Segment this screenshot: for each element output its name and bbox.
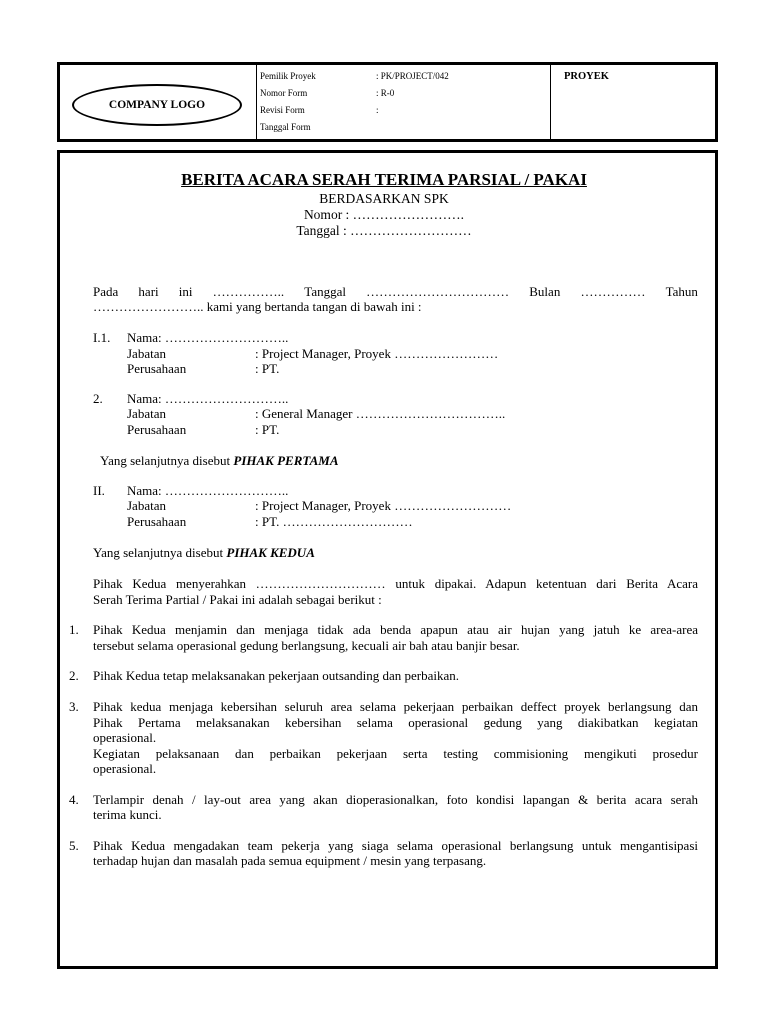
party-2-number: 2. — [93, 391, 103, 406]
item-1-number: 1. — [69, 622, 79, 637]
handover-line-2: Serah Terima Partial / Pakai ini adalah sebagai berikut : — [93, 592, 382, 607]
item-3-line-5: operasional. — [93, 761, 157, 776]
party-3-position: Jabatan : Project Manager, Proyek ……………………… — [127, 498, 512, 513]
item-2-number: 2. — [69, 668, 79, 683]
party-2-name: Nama: ……………………….. — [127, 391, 289, 406]
party-2-company: Perusahaan : PT. — [127, 422, 280, 437]
meta-row-form-number: Nomor Form : R-0 — [260, 88, 395, 98]
item-1-line-1: Pihak Kedua menjamin dan menjaga tidak ada benda apapun atau air hujan yang jatuh ke area-area — [93, 622, 698, 637]
party-2-position: Jabatan : General Manager …………………………….. — [127, 406, 506, 421]
item-5-line-2: terhadap hujan dan masalah pada semua equipment / mesin yang terpasang. — [93, 853, 487, 868]
party-1-position: Jabatan : Project Manager, Proyek …………………… — [127, 346, 499, 361]
document-title: BERITA ACARA SERAH TERIMA PARSIAL / PAKAI — [181, 170, 587, 189]
meta-row-revision: Revisi Form : — [260, 105, 379, 115]
project-label: PROYEK — [564, 71, 609, 82]
intro-line-2: …………………….. kami yang bertanda tangan di bawah ini : — [93, 299, 422, 314]
party-1-company: Perusahaan : PT. — [127, 361, 280, 376]
item-4-line-2: terima kunci. — [93, 807, 162, 822]
item-3-number: 3. — [69, 699, 79, 714]
company-logo: COMPANY LOGO — [72, 84, 242, 126]
form-meta — [257, 65, 551, 139]
document-number: Nomor : ……………………. — [303, 207, 465, 222]
meta-row-owner: Pemilik Proyek : PK/PROJECT/042 — [260, 71, 449, 81]
item-5-line-1: Pihak Kedua mengadakan team pekerja yang siaga selama operasional berlangsung untuk mengantisipasi — [93, 838, 698, 853]
party-1-name: Nama: ……………………….. — [127, 330, 289, 345]
form-header — [57, 62, 718, 142]
logo-cell — [60, 65, 257, 139]
item-3-line-2: Pihak Pertama melaksanakan kebersihan selama operasional gedung yang diakibatkan kegiatan — [93, 715, 698, 730]
item-3-line-3: operasional. — [93, 730, 157, 745]
party-3-company: Perusahaan : PT. ………………………… — [127, 514, 413, 529]
document-date: Tanggal : ……………………… — [296, 223, 472, 238]
item-3-line-1: Pihak kedua menjaga kebersihan seluruh area selama pekerjaan perbaikan deffect proyek berlangsung dan — [93, 699, 698, 714]
item-3-line-4: Kegiatan pelaksanaan dan perbaikan pekerjaan serta testing commisioning mengikuti prosedur — [93, 746, 698, 761]
pihak-kedua-line: Yang selanjutnya disebut PIHAK KEDUA — [93, 545, 315, 560]
item-4-line-1: Terlampir denah / lay-out area yang akan dioperasionalkan, foto kondisi lapangan & berita acara serah — [93, 792, 698, 807]
intro-line-1: Pada hari ini …………….. Tanggal …………………………… Bulan …………… Tahun — [93, 284, 698, 299]
item-5-number: 5. — [69, 838, 79, 853]
handover-line-1: Pihak Kedua menyerahkan ………………………… untuk dipakai. Adapun ketentuan dari Berita Acara — [93, 576, 698, 591]
party-3-name: Nama: ……………………….. — [127, 483, 289, 498]
item-2-line-1: Pihak Kedua tetap melaksanakan pekerjaan outsanding dan perbaikan. — [93, 668, 460, 683]
party-3-number: II. — [93, 483, 105, 498]
meta-row-form-date: Tanggal Form — [260, 122, 311, 132]
document-subtitle: BERDASARKAN SPK — [319, 191, 449, 206]
item-4-number: 4. — [69, 792, 79, 807]
item-1-line-2: tersebut selama operasional gedung berlangsung, kecuali air bah atau banjir besar. — [93, 638, 520, 653]
pihak-pertama-line: Yang selanjutnya disebut PIHAK PERTAMA — [100, 453, 339, 468]
party-1-number: I.1. — [93, 330, 111, 345]
